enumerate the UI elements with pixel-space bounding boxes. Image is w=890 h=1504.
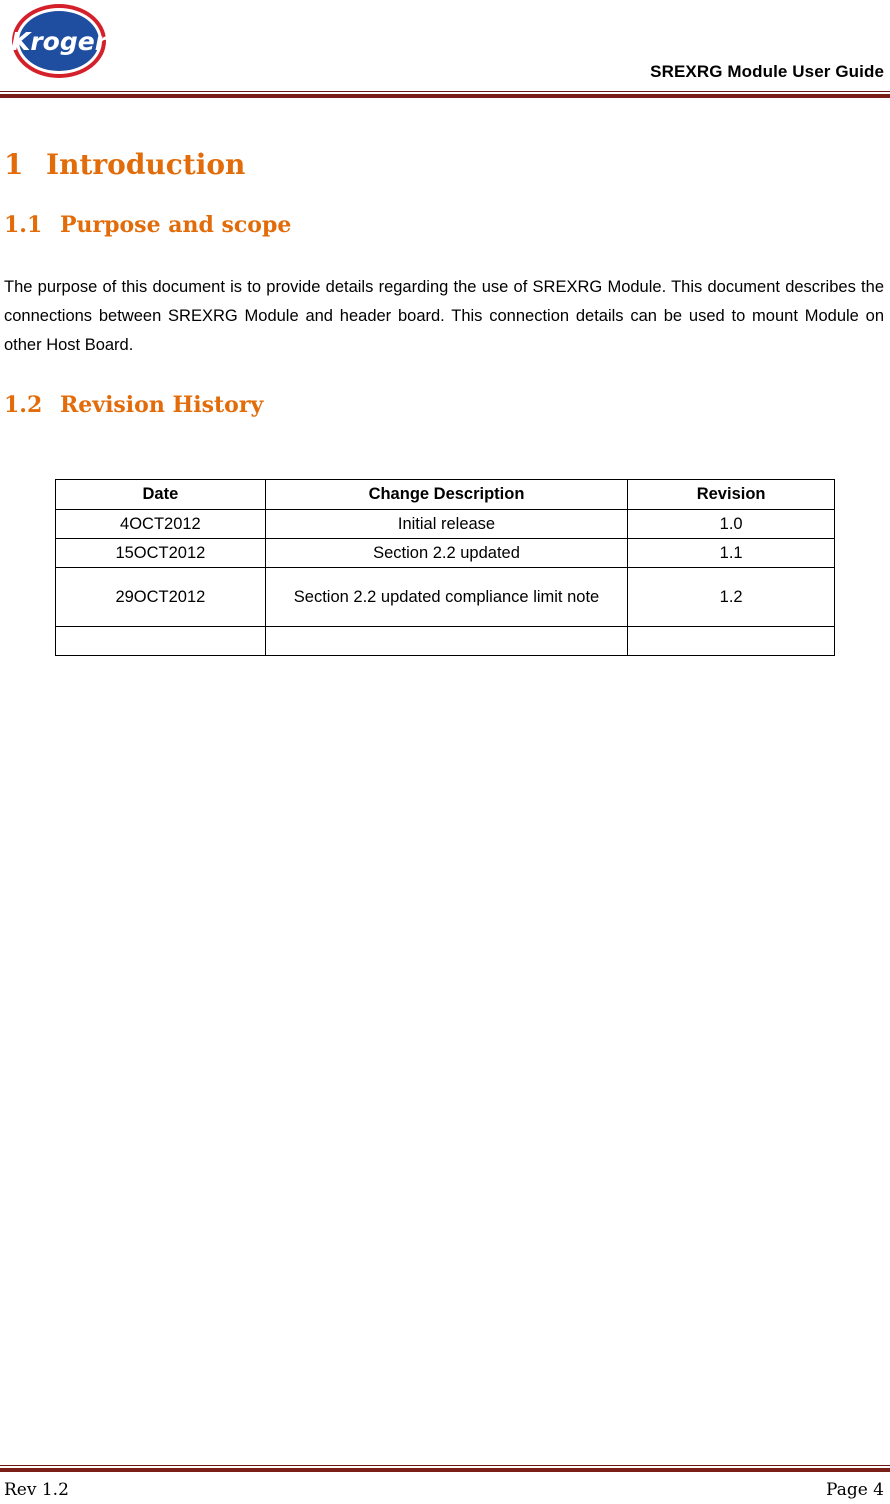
cell-revision [628, 627, 835, 656]
section-title: Purpose and scope [60, 212, 292, 238]
cell-date: 4OCT2012 [56, 510, 266, 539]
kroger-logo [10, 2, 108, 80]
cell-change-description [265, 627, 627, 656]
cell-date: 29OCT2012 [56, 568, 266, 627]
section-number: 1 [4, 148, 24, 181]
cell-date: 15OCT2012 [56, 539, 266, 568]
cell-change-description: Section 2.2 updated compliance limit note [265, 568, 627, 627]
cell-change-description: Section 2.2 updated [265, 539, 627, 568]
footer-rule [0, 1465, 890, 1472]
section-heading-introduction [4, 148, 245, 181]
section-title: Introduction [46, 148, 246, 181]
section-heading-purpose [4, 212, 291, 238]
svg-text:Kroger: Kroger [10, 27, 108, 56]
table-row [56, 510, 835, 539]
table-header-row [56, 480, 835, 510]
table-row [56, 539, 835, 568]
document-title: SREXRG Module User Guide [650, 62, 884, 81]
table-row [56, 568, 835, 627]
cell-change-description: Initial release [265, 510, 627, 539]
footer-page-number: Page 4 [826, 1480, 884, 1500]
header-rule [0, 91, 890, 98]
section-number: 1.1 [4, 212, 43, 238]
cell-revision: 1.0 [628, 510, 835, 539]
section-heading-revision-history [4, 392, 263, 418]
section-title: Revision History [60, 392, 264, 418]
column-header-revision: Revision [628, 480, 835, 510]
purpose-paragraph: The purpose of this document is to provide details regarding the use of SREXRG Module. This document describes the connections between SREXRG Module and header board. This connection details can be used to mount Module on other Host Board. [4, 278, 884, 354]
section-number: 1.2 [4, 392, 43, 418]
cell-revision: 1.2 [628, 568, 835, 627]
cell-date [56, 627, 266, 656]
footer-revision: Rev 1.2 [4, 1480, 69, 1500]
column-header-change-description: Change Description [265, 480, 627, 510]
table-row-empty [56, 627, 835, 656]
column-header-date: Date [56, 480, 266, 510]
cell-revision: 1.1 [628, 539, 835, 568]
revision-history-table [55, 479, 835, 656]
